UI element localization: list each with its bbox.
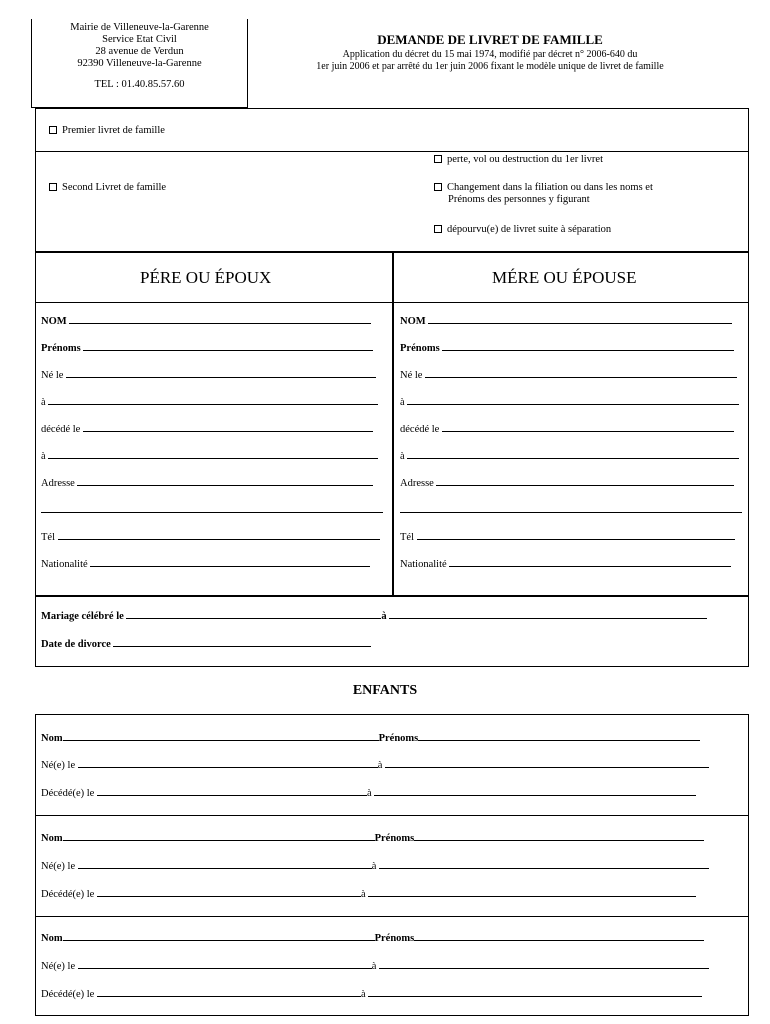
enfant3-nom-label: Nom bbox=[41, 933, 63, 944]
mere-decede-label: décédé le bbox=[400, 424, 440, 435]
pere-tel-label: Tél bbox=[41, 532, 55, 543]
form-subtitle bbox=[255, 49, 725, 73]
enfants-frame bbox=[35, 714, 749, 1016]
mere-lieu-naissance-field[interactable] bbox=[400, 396, 739, 408]
pere-a1-label: à bbox=[41, 397, 46, 408]
enfant1-decede-label: Décédé(e) le bbox=[41, 788, 95, 799]
checkbox-icon[interactable] bbox=[49, 183, 57, 191]
enfant3-a-label: à bbox=[371, 961, 377, 972]
changement-option[interactable] bbox=[434, 182, 653, 206]
pere-nationalite-field[interactable] bbox=[41, 558, 370, 570]
checkbox-icon[interactable] bbox=[434, 225, 442, 233]
mere-a2-label: à bbox=[400, 451, 405, 462]
mere-adresse-line2[interactable] bbox=[400, 504, 742, 516]
mere-adresse-field[interactable] bbox=[400, 477, 734, 489]
pere-decede-label: décédé le bbox=[41, 424, 81, 435]
enfant2-nom-label: Nom bbox=[41, 833, 63, 844]
mere-decede-le-field[interactable] bbox=[400, 423, 734, 435]
divorce-label: Date de divorce bbox=[41, 639, 111, 650]
parents-divider bbox=[392, 251, 394, 595]
enfant2-a2-label: à bbox=[360, 889, 366, 900]
enfant1-nom-label: Nom bbox=[41, 733, 63, 744]
depourvu-label: dépourvu(e) de livret suite à séparation bbox=[447, 224, 612, 235]
changement-label-2: Prénoms des personnes y figurant bbox=[448, 194, 590, 205]
perte-option[interactable] bbox=[434, 154, 603, 165]
mere-tel-label: Tél bbox=[400, 532, 414, 543]
enfant2-prenoms-label: Prénoms bbox=[374, 833, 415, 844]
mere-prenoms-label: Prénoms bbox=[400, 343, 440, 354]
pere-prenoms-label: Prénoms bbox=[41, 343, 81, 354]
pere-title: PÉRE OU ÉPOUX bbox=[140, 268, 272, 287]
pere-adresse-line2[interactable] bbox=[41, 504, 383, 516]
checkbox-icon[interactable] bbox=[49, 126, 57, 134]
pere-nom-field[interactable] bbox=[41, 315, 371, 327]
enfant3-a2-label: à bbox=[360, 989, 366, 1000]
mere-nationalite-label: Nationalité bbox=[400, 559, 447, 570]
enfant3-naissance-field[interactable] bbox=[41, 960, 709, 972]
pere-a2-label: à bbox=[41, 451, 46, 462]
enfant3-deces-field[interactable] bbox=[41, 988, 702, 1000]
second-livret-option[interactable] bbox=[49, 182, 166, 193]
premier-livret-row bbox=[36, 109, 748, 152]
form-subtitle-line2: 1er juin 2006 et par arrêté du 1er juin 2006 fixant le modèle unique de livret de famille bbox=[316, 61, 664, 72]
mere-nom-field[interactable] bbox=[400, 315, 732, 327]
second-livret-row bbox=[36, 152, 748, 251]
checkbox-icon[interactable] bbox=[434, 183, 442, 191]
second-livret-label: Second Livret de famille bbox=[62, 182, 167, 193]
mere-adresse-label: Adresse bbox=[400, 478, 434, 489]
pere-nom-label: NOM bbox=[41, 316, 67, 327]
mere-ne-le-field[interactable] bbox=[400, 369, 737, 381]
enfant2-deces-field[interactable] bbox=[41, 888, 696, 900]
pere-ne-le-label: Né le bbox=[41, 370, 64, 381]
mere-prenoms-field[interactable] bbox=[400, 342, 734, 354]
enfant1-prenoms-label: Prénoms bbox=[378, 733, 419, 744]
pere-adresse-field[interactable] bbox=[41, 477, 373, 489]
mariage-date-field[interactable] bbox=[41, 610, 707, 622]
mere-a1-label: à bbox=[400, 397, 405, 408]
enfant3-nee-label: Né(e) le bbox=[41, 961, 76, 972]
mere-ne-le-label: Né le bbox=[400, 370, 423, 381]
pere-nationalite-label: Nationalité bbox=[41, 559, 88, 570]
mairie-name: Mairie de Villeneuve-la-Garenne bbox=[70, 22, 209, 33]
perte-label: perte, vol ou destruction du 1er livret bbox=[447, 154, 603, 165]
mere-tel-field[interactable] bbox=[400, 531, 735, 543]
mairie-address-box bbox=[31, 19, 248, 108]
enfant2-naissance-field[interactable] bbox=[41, 860, 709, 872]
enfant1-deces-field[interactable] bbox=[41, 787, 696, 799]
pere-adresse-label: Adresse bbox=[41, 478, 75, 489]
mere-lieu-deces-field[interactable] bbox=[400, 450, 739, 462]
enfant1-naissance-field[interactable] bbox=[41, 759, 709, 771]
mairie-service: Service Etat Civil bbox=[102, 34, 177, 45]
enfant-separator bbox=[36, 815, 748, 816]
enfant-separator bbox=[36, 916, 748, 917]
changement-label-1: Changement dans la filiation ou dans les noms et bbox=[447, 182, 653, 193]
mariage-separator bbox=[36, 595, 748, 597]
pere-decede-le-field[interactable] bbox=[41, 423, 373, 435]
mairie-phone: TEL : 01.40.85.57.60 bbox=[94, 79, 185, 90]
enfant1-a2-label: à bbox=[366, 788, 372, 799]
enfant1-a-label: à bbox=[377, 760, 383, 771]
mere-nationalite-field[interactable] bbox=[400, 558, 731, 570]
pere-prenoms-field[interactable] bbox=[41, 342, 373, 354]
form-title: DEMANDE DE LIVRET DE FAMILLE bbox=[377, 32, 603, 47]
enfant2-decede-label: Décédé(e) le bbox=[41, 889, 95, 900]
pere-ne-le-field[interactable] bbox=[41, 369, 376, 381]
mariage-date-label: Mariage célébré le bbox=[41, 611, 124, 622]
enfant2-nee-label: Né(e) le bbox=[41, 861, 76, 872]
pere-lieu-deces-field[interactable] bbox=[41, 450, 378, 462]
premier-livret-label: Premier livret de famille bbox=[62, 125, 165, 136]
mariage-lieu-label: à bbox=[381, 611, 387, 622]
enfant3-decede-label: Décédé(e) le bbox=[41, 989, 95, 1000]
form-subtitle-line1: Application du décret du 15 mai 1974, modifié par décret n° 2006-640 du bbox=[342, 49, 638, 60]
enfant3-nom-field[interactable] bbox=[41, 932, 704, 944]
premier-livret-option[interactable] bbox=[49, 125, 165, 136]
mere-nom-label: NOM bbox=[400, 316, 426, 327]
mairie-street: 28 avenue de Verdun bbox=[95, 46, 184, 57]
pere-lieu-naissance-field[interactable] bbox=[41, 396, 378, 408]
enfant3-prenoms-label: Prénoms bbox=[374, 933, 415, 944]
pere-tel-field[interactable] bbox=[41, 531, 380, 543]
enfant1-nee-label: Né(e) le bbox=[41, 760, 76, 771]
enfant1-nom-field[interactable] bbox=[41, 732, 700, 744]
depourvu-option[interactable] bbox=[434, 224, 611, 235]
main-form-frame bbox=[35, 108, 749, 667]
mairie-city: 92390 Villeneuve-la-Garenne bbox=[77, 58, 202, 69]
enfant2-nom-field[interactable] bbox=[41, 832, 704, 844]
enfant2-a-label: à bbox=[371, 861, 377, 872]
divorce-date-field[interactable] bbox=[41, 638, 371, 650]
enfants-title: ENFANTS bbox=[352, 683, 418, 698]
mere-title: MÉRE OU ÉPOUSE bbox=[492, 268, 637, 287]
checkbox-icon[interactable] bbox=[434, 155, 442, 163]
